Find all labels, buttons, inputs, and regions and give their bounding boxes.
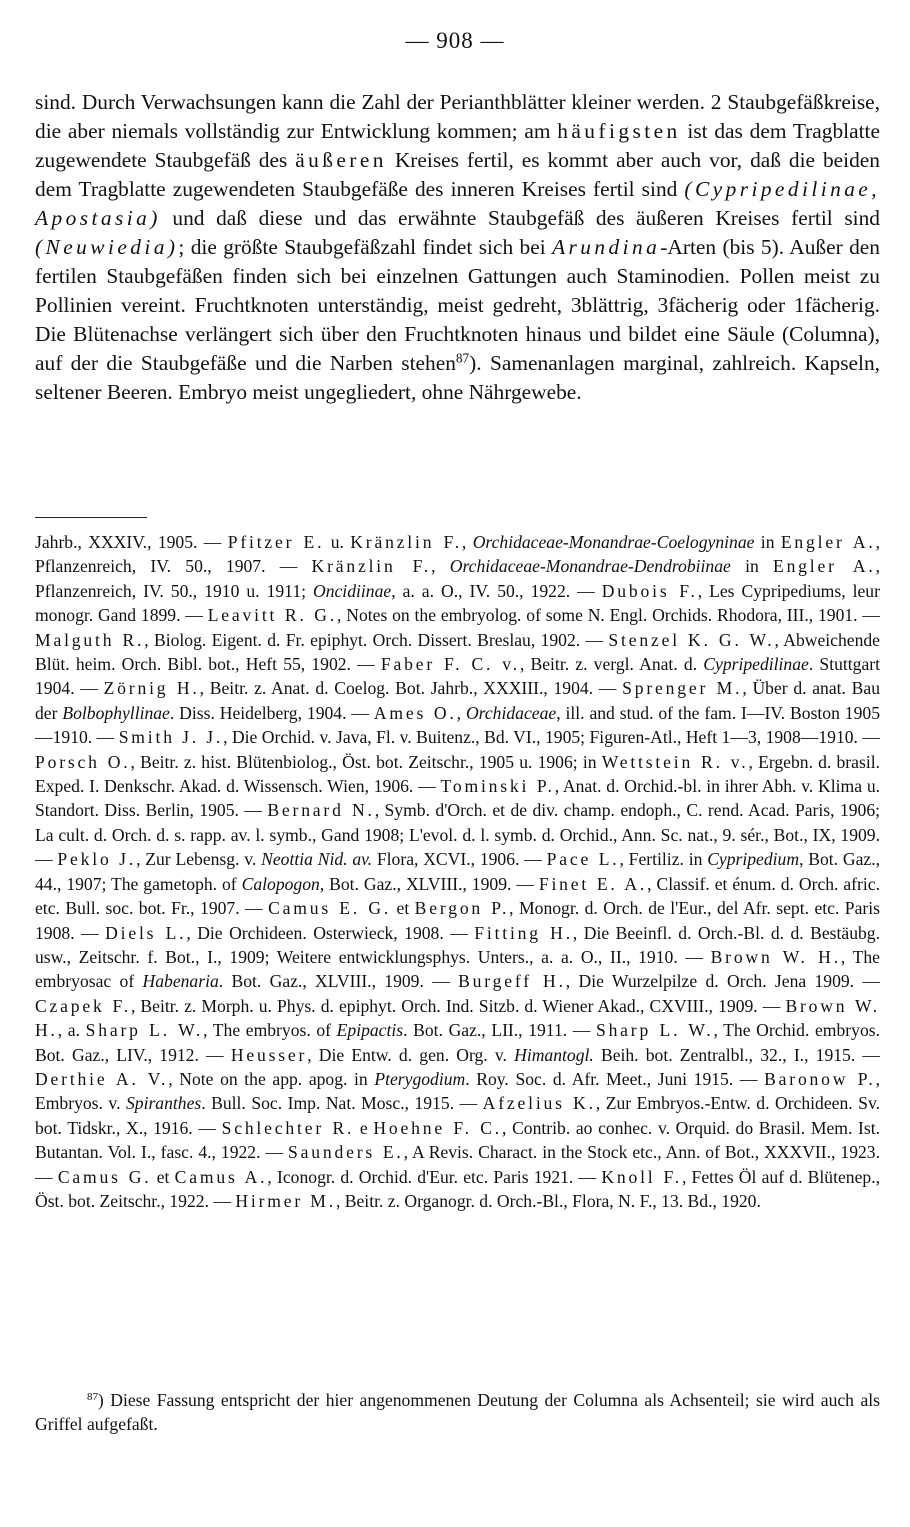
text-run: -Arten (bis 5). Außer den fertilen Staubgefäßen finden sich bei einzelnen Gattungen auch Staminodien. Pollen meist zu Pollinien vereint. Fruchtknoten unterständig, meist gedreht, 3blättrig, 3fächerig oder 1fächerig. Die Blütenachse verlängert sich über den Fruchtknoten hinaus und bildet eine Säule (Columna), auf der die Staubgefäße und die Narben stehen bbox=[35, 235, 880, 376]
author-name: Derthie A. V. bbox=[35, 1068, 169, 1089]
author-name: Baronow P. bbox=[764, 1068, 876, 1089]
author-name: Hoehne F. C. bbox=[373, 1117, 503, 1138]
taxon-name: Habenaria bbox=[142, 971, 219, 992]
author-name: Wettstein R. v. bbox=[601, 751, 749, 772]
citation-text: , Fertiliz. in bbox=[619, 849, 708, 870]
citation-text: , a. bbox=[57, 1020, 86, 1041]
citation-text: , Classif. et énum. d. Orch. afric. etc. Bull. soc. bot. Fr., 1907. — bbox=[35, 873, 880, 919]
citation-text: , Monogr. d. Orch. de l'Eur., del Afr. sept. etc. Paris 1908. — bbox=[35, 898, 880, 943]
citation-text: , Zur Embryos.-Entw. d. Orchideen. Sv. bot. Tidskr., X., 1916. — bbox=[35, 1093, 880, 1138]
author-name: Ames O. bbox=[373, 702, 457, 723]
citation-text: , The Orchid. embryos. Bot. Gaz., LIV., 1912. — bbox=[35, 1020, 880, 1065]
citation-text: u. bbox=[324, 532, 351, 552]
citation-text: , bbox=[431, 556, 450, 577]
author-name: Stenzel K. G. W. bbox=[608, 629, 775, 650]
author-name: Peklo J. bbox=[57, 849, 137, 870]
taxon-name: Orchidaceae-Monandrae-Dendrobiinae bbox=[449, 556, 731, 577]
author-name: Engler A. bbox=[773, 556, 876, 577]
text-run: ; die größte Staubgefäßzahl findet sich bei bbox=[178, 235, 553, 260]
citation-text: , Über d. anat. Bau der bbox=[35, 678, 880, 723]
author-name: Brown W. H. bbox=[35, 995, 881, 1041]
citation-text: , Notes on the embryolog. of some N. Engl. Orchids. Rhodora, III., 1901. — bbox=[337, 605, 880, 626]
citation-text: . Bot. Gaz., XLVIII., 1909. — bbox=[218, 971, 459, 992]
author-name: Kränzlin F. bbox=[311, 556, 432, 577]
citation-text: in bbox=[730, 556, 773, 577]
citation-text: , Ergebn. d. brasil. Exped. I. Denkschr. Akad. d. Wissensch. Wien, 1906. — bbox=[35, 751, 880, 797]
text-run: ist das dem Tragblatte zugewendete Staubgefäß des bbox=[35, 119, 880, 173]
citation-text: , The embryosac of bbox=[35, 946, 880, 992]
citation-text: et bbox=[391, 898, 415, 919]
author-name: Pace L. bbox=[546, 849, 620, 870]
citation-text: , Beitr. z. Anat. d. Coelog. Bot. Jahrb., XXXIII., 1904. — bbox=[199, 678, 623, 699]
citation-text: , Anat. d. Orchid.-bl. in ihrer Abh. v. Klima u. Standort. Diss. Berlin, 1905. — bbox=[35, 776, 881, 821]
citation-text: . Bot. Gaz., LII., 1911. — bbox=[403, 1020, 596, 1041]
text-run: und daß diese und das erwähnte Staubgefäß des äußeren Kreises fertil sind bbox=[160, 206, 880, 231]
emphasized-word: äußeren bbox=[295, 148, 387, 173]
footnote-separator bbox=[35, 517, 147, 518]
citation-text: , bbox=[456, 702, 466, 723]
author-name: Porsch O. bbox=[35, 751, 131, 772]
author-name: Malguth R. bbox=[35, 629, 145, 650]
citation-text: , Beitr. z. Organogr. d. Orch.-Bl., Flora, N. F., 13. Bd., 1920. bbox=[335, 1190, 761, 1211]
taxon-name: Oncidiinae bbox=[313, 580, 392, 601]
taxon-name: Epipactis bbox=[336, 1020, 404, 1041]
citation-text: , A Revis. Charact. in the Stock etc., Ann. of Bot., XXXVII., 1923. — bbox=[35, 1142, 880, 1187]
taxon-name: Cypripedilinae bbox=[703, 654, 809, 675]
footnote-marker: 87 bbox=[87, 1391, 98, 1403]
author-name: Dubois F. bbox=[601, 580, 698, 601]
author-name: Sharp L. W. bbox=[595, 1020, 714, 1041]
author-name: Camus A. bbox=[174, 1166, 268, 1187]
text-run: Kreises fertil, es kommt aber auch vor, daß die beiden dem Tragblatte zugewendeten Staubgefäße des inneren Kreises fertil sind bbox=[35, 148, 880, 202]
author-name: Kränzlin F. bbox=[350, 532, 462, 552]
citation-text: , Biolog. Eigent. d. Fr. epiphyt. Orch. Dissert. Breslau, 1902. — bbox=[144, 629, 609, 650]
citation-text: , Die Beeinfl. d. Orch.-Bl. d. d. Bestäubg. usw., Zeitschr. f. Bot., I., 1909; Weitere entwicklungsphys. Unters., a. a. O., II., 1910. — bbox=[35, 922, 880, 967]
citation-text: , Pflanzenreich, IV. 50., 1910 u. 1911; bbox=[35, 556, 881, 601]
citation-text: , The embryos. of bbox=[203, 1020, 337, 1041]
author-name: Bergon P. bbox=[414, 898, 510, 919]
taxon-name: Orchidaceae bbox=[465, 702, 557, 723]
citation-text: , Beitr. z. Morph. u. Phys. d. epiphyt. Orch. Ind. Sitzb. d. Wiener Akad., CXVIII., 1909. — bbox=[130, 995, 786, 1016]
bibliography-footnote bbox=[35, 530, 880, 1213]
emphasized-word: häufigsten bbox=[557, 119, 681, 144]
footnote-text: ) Diese Fassung entspricht der hier angenommenen Deutung der Columna als Achsenteil; sie wird auch als Griffel aufgefaßt. bbox=[35, 1390, 880, 1435]
author-name: Brown W. H. bbox=[710, 946, 841, 967]
footnote-87 bbox=[35, 1388, 880, 1437]
taxon-name: Arundina bbox=[552, 235, 661, 260]
citation-text: , Beitr. z. vergl. Anat. d. bbox=[519, 654, 704, 675]
citation-text: , Die Orchid. v. Java, Fl. v. Buitenz., Bd. VI., 1905; Figuren-Atl., Heft 1—3, 1908—1910. — bbox=[223, 727, 881, 748]
citation-text: . Bull. Soc. Imp. Nat. Mosc., 1915. — bbox=[201, 1093, 483, 1114]
author-name: Sharp L. W. bbox=[85, 1020, 204, 1041]
author-name: Schlechter R. bbox=[221, 1117, 355, 1138]
citation-text: , Note on the app. apog. in bbox=[168, 1068, 375, 1089]
author-name: Zörnig H. bbox=[103, 678, 200, 699]
author-name: Camus G. bbox=[57, 1166, 152, 1187]
author-name: Knoll F. bbox=[601, 1166, 682, 1187]
author-name: Sprenger M. bbox=[622, 678, 743, 699]
taxon-name: Pterygodium bbox=[374, 1068, 466, 1089]
taxon-name: (Cypripedilinae, Apostasia) bbox=[35, 177, 880, 231]
author-name: Diels L. bbox=[105, 922, 187, 943]
author-name: Czapek F. bbox=[35, 995, 131, 1016]
citation-text: , Fettes Öl auf d. Blütenep., Öst. bot. Zeitschr., 1922. — bbox=[35, 1166, 880, 1211]
taxon-name: (Neuwiedia) bbox=[35, 235, 179, 260]
citation-text: e bbox=[354, 1117, 374, 1138]
citation-text: , Die Wurzelpilze d. Orch. Jena 1909. — bbox=[565, 971, 880, 992]
citation-text: , Iconogr. d. Orchid. d'Eur. etc. Paris 1921. — bbox=[267, 1166, 602, 1187]
author-name: Camus E. G. bbox=[268, 898, 392, 919]
author-name: Finet E. A. bbox=[538, 873, 648, 894]
author-name: Afzelius K. bbox=[482, 1093, 596, 1114]
citation-text: . Roy. Soc. d. Afr. Meet., Juni 1915. — bbox=[465, 1068, 765, 1089]
author-name: Faber F. C. v. bbox=[380, 654, 520, 675]
author-name: Tominski P. bbox=[440, 776, 555, 797]
text-run: sind. Durch Verwachsungen kann die Zahl der Perianthblätter kleiner werden. 2 Staubgefäßkreise, die aber niemals vollständig zur Entwicklung kommen; am bbox=[35, 90, 880, 144]
citation-text: , Bot. Gaz., 44., 1907; The gametoph. of bbox=[35, 849, 881, 894]
citation-text: Flora, XCVI., 1906. — bbox=[372, 849, 547, 870]
author-name: Smith J. J. bbox=[118, 727, 224, 748]
author-name: Heusser bbox=[230, 1044, 308, 1065]
citation-text: . Diss. Heidelberg, 1904. — bbox=[169, 702, 374, 723]
page-number: — 908 — bbox=[405, 28, 505, 53]
citation-text: , Zur Lebensg. v. bbox=[136, 849, 262, 870]
author-name: Bernard N. bbox=[267, 800, 375, 821]
body-paragraph bbox=[35, 88, 880, 408]
citation-text: , Abweichende Blüt. heim. Orch. Bibl. bot., Heft 55, 1902. — bbox=[35, 629, 880, 675]
citation-text: , Die Entw. d. gen. Org. v. bbox=[307, 1044, 515, 1065]
author-name: Leavitt R. G. bbox=[207, 605, 338, 626]
author-name: Hirmer M. bbox=[235, 1190, 336, 1211]
citation-text: Beih. bot. Zentralbl., 32., I., 1915. — bbox=[593, 1044, 880, 1065]
taxon-name: Bolbophyllinae bbox=[62, 702, 170, 723]
citation-text: et bbox=[151, 1166, 175, 1187]
taxon-name: Calopogon bbox=[241, 873, 320, 894]
taxon-name: Cypripedium bbox=[707, 849, 800, 870]
citation-text: , bbox=[461, 532, 473, 552]
author-name: Saunders E. bbox=[288, 1142, 404, 1163]
citation-text: , Pflanzenreich, IV. 50., 1907. — bbox=[35, 532, 881, 577]
author-name: Pfitzer E. bbox=[227, 532, 325, 552]
citation-text: , Bot. Gaz., XLVIII., 1909. — bbox=[319, 873, 539, 894]
citation-text: , Embryos. v. bbox=[35, 1068, 881, 1114]
author-name: Engler A. bbox=[780, 532, 876, 552]
citation-text: , a. a. O., IV. 50., 1922. — bbox=[391, 580, 602, 601]
citation-text: , Contrib. ao conhec. v. Orquid. do Brasil. Mem. Ist. Butantan. Vol. I., fasc. 4., 1922. — bbox=[35, 1117, 881, 1163]
citation-text: Jahrb., XXXIV., 1905. — bbox=[35, 532, 228, 552]
citation-text: , Les Cypripediums, leur monogr. Gand 1899. — bbox=[35, 580, 880, 626]
citation-text: , Symb. d'Orch. et de div. champ. endoph., C. rend. Acad. Paris, 1906; La cult. d. Orch. d. s. rapp. av. l. symb., Gand 1908; L'evol. d. l. symb. d. Orchid., Ann. Sc. nat., 9. sér., Bot., IX, 1909. — bbox=[35, 800, 881, 870]
citation-text: , Die Orchideen. Osterwieck, 1908. — bbox=[186, 922, 475, 943]
taxon-name: Neottia Nid. av. bbox=[261, 849, 373, 870]
citation-text: in bbox=[754, 532, 781, 552]
footnote-reference: 87 bbox=[455, 351, 470, 367]
text-run: ). Samenanlagen marginal, zahlreich. Kapseln, seltener Beeren. Embryo meist ungegliedert, ohne Nährgewebe. bbox=[35, 351, 880, 405]
taxon-name: Spiranthes bbox=[125, 1093, 202, 1114]
taxon-name: Himantogl. bbox=[514, 1044, 594, 1065]
author-name: Fitting H. bbox=[474, 922, 573, 943]
citation-text: , ill. and stud. of the fam. I—IV. Boston 1905—1910. — bbox=[35, 702, 880, 748]
citation-text: . Stuttgart 1904. — bbox=[35, 654, 881, 699]
author-name: Burgeff H. bbox=[458, 971, 566, 992]
taxon-name: Orchidaceae-Monandrae-Coelogyninae bbox=[472, 532, 755, 552]
citation-text: , Beitr. z. hist. Blütenbiolog., Öst. bot. Zeitschr., 1905 u. 1906; in bbox=[130, 751, 602, 772]
